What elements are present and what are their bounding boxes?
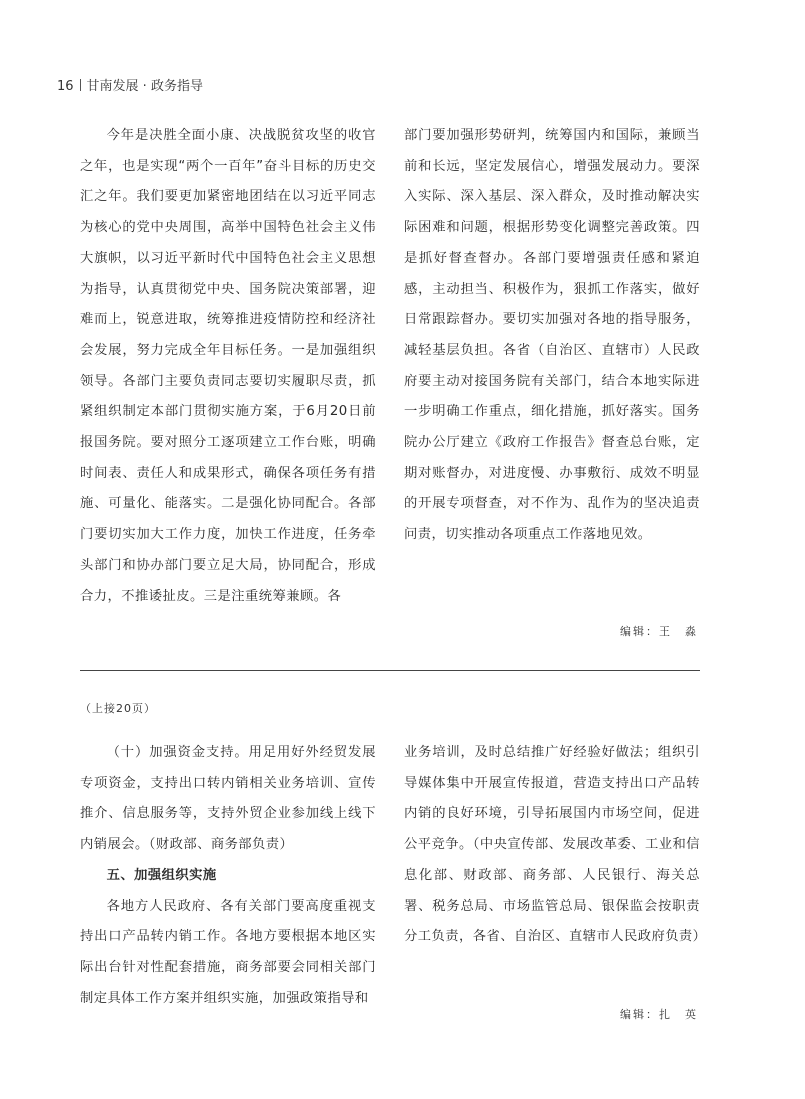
paragraph-implementation: 各地方人民政府、各有关部门要高度重视支持出口产品转内销工作。各地方要根据本地区实际出台针对性配套措施，商务部要会同相关部门制定具体工作方案并组织实施，加强政策指导和 xyxy=(80,898,376,1006)
article-top-right-text: 部门要加强形势研判，统筹国内和国际，兼顾当前和长远，坚定发展信心，增强发展动力。要深入实际、深入基层、深入群众，及时推动解决实际困难和问题，根据形势变化调整完善政策。四是抓好督查督办。各部门要增强责任感和紧迫感，主动担当、积极作为，狠抓工作落实，做好日常跟踪督办。要切实加强对各地的指导服务，减轻基层负担。各省（自治区、直辖市）人民政府要主动对接国务院有关部门，结合本地实际进一步明确工作重点，细化措施，抓好落实。国务院办公厅建立《政府工作报告》督查总台账，定期对账督办，对进度慢、办事敷衍、成效不明显的开展专项督查，对不作为、乱作为的坚决追责问责，切实推动各项重点工作落地见效。 xyxy=(404,128,700,543)
paragraph-funding-support: （十）加强资金支持。用足用好外经贸发展专项资金，支持出口转内销相关业务培训、宣传推介、信息服务等，支持外贸企业参加线上线下内销展会。（财政部、商务部负责） xyxy=(80,745,376,853)
journal-title: 甘南发展 · 政务指导 xyxy=(86,79,203,94)
continued-from-note: （上接20页） xyxy=(80,702,156,715)
section-heading-organization: 五、加强组织实施 xyxy=(106,867,217,883)
running-header xyxy=(57,78,203,96)
article-bottom-right-text: 业务培训，及时总结推广好经验好做法；组织引导媒体集中开展宣传报道，营造支持出口产品转内销的良好环境，引导拓展国内市场空间，促进公平竞争。（中央宣传部、发展改革委、工业和信息化部、财政部、商务部、人民银行、海关总署、税务总局、市场监管总局、银保监会按职责分工负责，各省、自治区、直辖市人民政府负责） xyxy=(404,745,707,945)
article-top-left-column xyxy=(80,121,376,612)
editor-credit-top: 编辑：王 淼 xyxy=(620,625,698,638)
article-bottom-left-column xyxy=(80,738,376,1014)
article-bottom-right-column xyxy=(404,738,707,953)
section-divider xyxy=(80,670,700,671)
header-separator xyxy=(80,79,81,91)
editor-credit-bottom: 编辑：扎 英 xyxy=(620,1008,698,1021)
article-top-left-text: 今年是决胜全面小康、决战脱贫攻坚的收官之年，也是实现“两个一百年”奋斗目标的历史交汇之年。我们要更加紧密地团结在以习近平同志为核心的党中央周围，高举中国特色社会主义伟大旗帜，以习近平新时代中国特色社会主义思想为指导，认真贯彻党中央、国务院决策部署，迎难而上，锐意进取，统筹推进疫情防控和经济社会发展，努力完成全年目标任务。一是加强组织领导。各部门主要负责同志要切实履职尽责，抓紧组织制定本部门贯彻实施方案，于6月20日前报国务院。要对照分工逐项建立工作台账，明确时间表、责任人和成果形式，确保各项任务有措施、可量化、能落实。二是强化协同配合。各部门要切实加大工作力度，加快工作进度，任务牵头部门和协办部门要立足大局，协同配合，形成合力，不推诿扯皮。三是注重统筹兼顾。各 xyxy=(80,128,376,604)
page-number: 16 xyxy=(57,79,74,94)
article-top-right-column xyxy=(404,121,700,551)
